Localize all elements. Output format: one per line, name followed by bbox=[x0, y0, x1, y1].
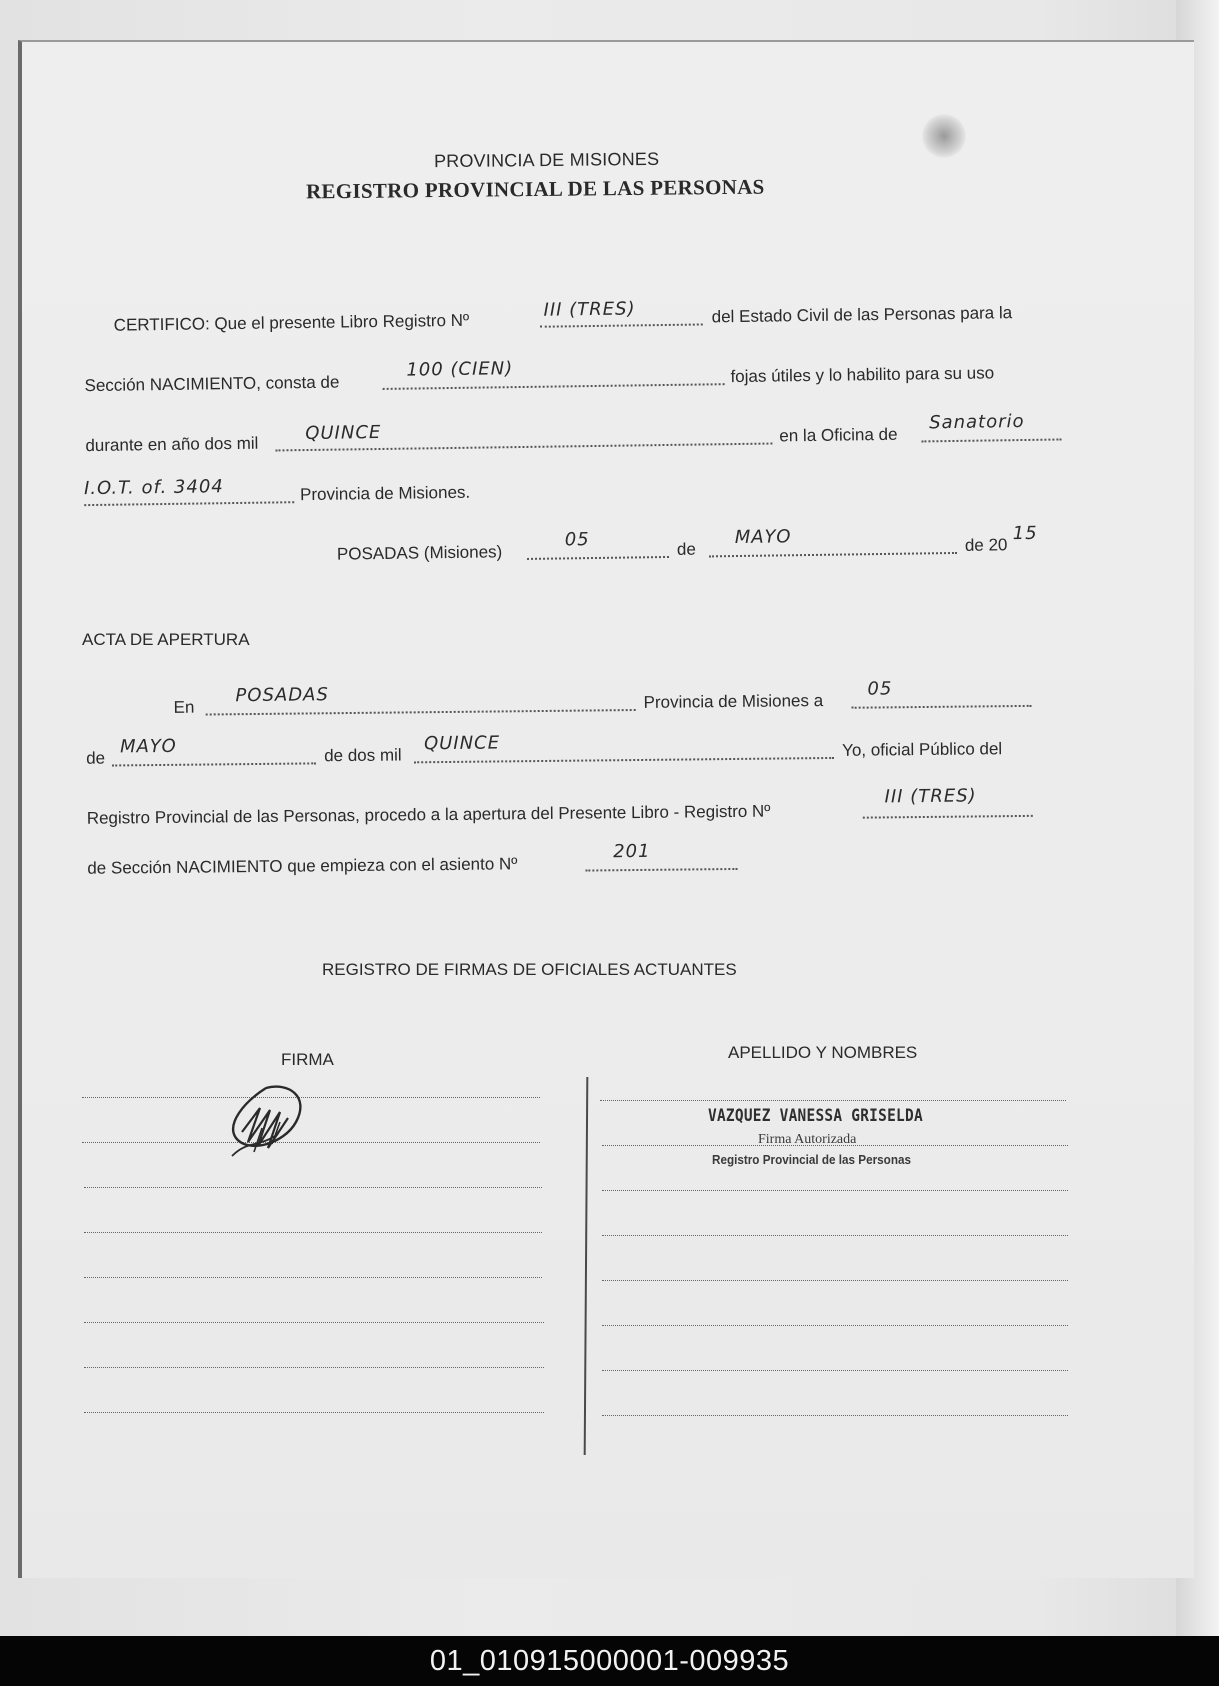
cert-line1-prefix: CERTIFICO: Que el presente Libro Registro Nº bbox=[113, 310, 470, 335]
acta-day: 05 bbox=[867, 678, 893, 700]
cert-line4-suffix: Provincia de Misiones. bbox=[299, 482, 471, 505]
name-line bbox=[602, 1325, 1068, 1326]
cert-line2-suffix: fojas útiles y lo habilito para su uso bbox=[730, 363, 995, 387]
sign-line bbox=[84, 1187, 542, 1188]
acta-de: de bbox=[86, 748, 106, 768]
dotted-fill bbox=[414, 757, 834, 763]
acta-entry-number: 201 bbox=[613, 840, 651, 863]
name-line bbox=[602, 1415, 1068, 1416]
cert-line1-suffix: del Estado Civil de las Personas para la bbox=[711, 303, 1013, 327]
cert-line3-mid: en la Oficina de bbox=[779, 424, 898, 446]
acta-place: POSADAS bbox=[235, 684, 329, 707]
name-line bbox=[602, 1280, 1068, 1281]
scan-document-id: 01_010915000001-009935 bbox=[429, 1645, 790, 1677]
acta-l2-mid: de dos mil bbox=[324, 745, 402, 766]
cert-line3-prefix: durante en año dos mil bbox=[85, 433, 259, 456]
col-names-header: APELLIDO Y NOMBRES bbox=[728, 1043, 918, 1062]
date-month: MAYO bbox=[734, 526, 792, 549]
cert-folios: 100 (CIEN) bbox=[406, 358, 514, 381]
acta-month: MAYO bbox=[119, 735, 177, 758]
sign-line bbox=[84, 1412, 544, 1413]
cert-line2-prefix: Sección NACIMIENTO, consta de bbox=[84, 372, 340, 396]
handwritten-signature bbox=[218, 1082, 314, 1166]
acta-l4-text: de Sección NACIMIENTO que empieza con el asiento Nº bbox=[87, 854, 518, 878]
acta-title: ACTA DE APERTURA bbox=[82, 630, 250, 649]
stamp-official-name: VAZQUEZ VANESSA GRISELDA bbox=[708, 1106, 923, 1126]
acta-l1-mid: Provincia de Misiones a bbox=[643, 691, 824, 712]
dotted-fill bbox=[206, 709, 636, 716]
sign-line bbox=[84, 1322, 544, 1323]
acta-l2-suffix: Yo, oficial Público del bbox=[842, 739, 1003, 760]
cert-office: Sanatorio bbox=[929, 410, 1025, 434]
sign-line bbox=[84, 1232, 542, 1233]
cert-office-code: I.O.T. of. 3404 bbox=[83, 476, 224, 500]
name-line bbox=[602, 1190, 1068, 1191]
date-day: 05 bbox=[564, 529, 590, 551]
stamp-institution: Registro Provincial de las Personas bbox=[712, 1152, 911, 1167]
date-de: de bbox=[676, 539, 696, 559]
name-line bbox=[600, 1100, 1066, 1101]
name-line bbox=[602, 1235, 1068, 1236]
province-heading: PROVINCIA DE MISIONES bbox=[433, 148, 660, 172]
dotted-fill bbox=[112, 762, 316, 766]
registry-heading: REGISTRO PROVINCIAL DE LAS PERSONAS bbox=[305, 174, 765, 204]
acta-en: En bbox=[173, 697, 195, 717]
acta-year: QUINCE bbox=[423, 732, 501, 755]
sign-line bbox=[84, 1367, 544, 1368]
date-prefix: POSADAS (Misiones) bbox=[336, 542, 503, 564]
document-page bbox=[18, 40, 1194, 1578]
acta-book-number: III (TRES) bbox=[884, 785, 977, 808]
stamp-role: Firma Autorizada bbox=[758, 1132, 857, 1147]
dotted-fill bbox=[852, 705, 1032, 709]
cert-book-number: III (TRES) bbox=[543, 298, 636, 321]
dotted-fill bbox=[863, 815, 1033, 819]
name-line bbox=[602, 1370, 1068, 1371]
column-divider bbox=[584, 1077, 589, 1455]
signatures-title: REGISTRO DE FIRMAS DE OFICIALES ACTUANTES bbox=[322, 960, 737, 979]
sign-line bbox=[84, 1277, 542, 1278]
acta-l3-text: Registro Provincial de las Personas, procedo a la apertura del Presente Libro - Registro Nº bbox=[86, 801, 771, 828]
col-sign-header: FIRMA bbox=[281, 1050, 334, 1069]
dotted-fill bbox=[585, 868, 737, 872]
cert-year-words: QUINCE bbox=[305, 421, 382, 445]
date-year: 15 bbox=[1012, 522, 1038, 545]
date-year-prefix: de 20 bbox=[964, 535, 1008, 555]
acta-block bbox=[15, 35, 1196, 947]
